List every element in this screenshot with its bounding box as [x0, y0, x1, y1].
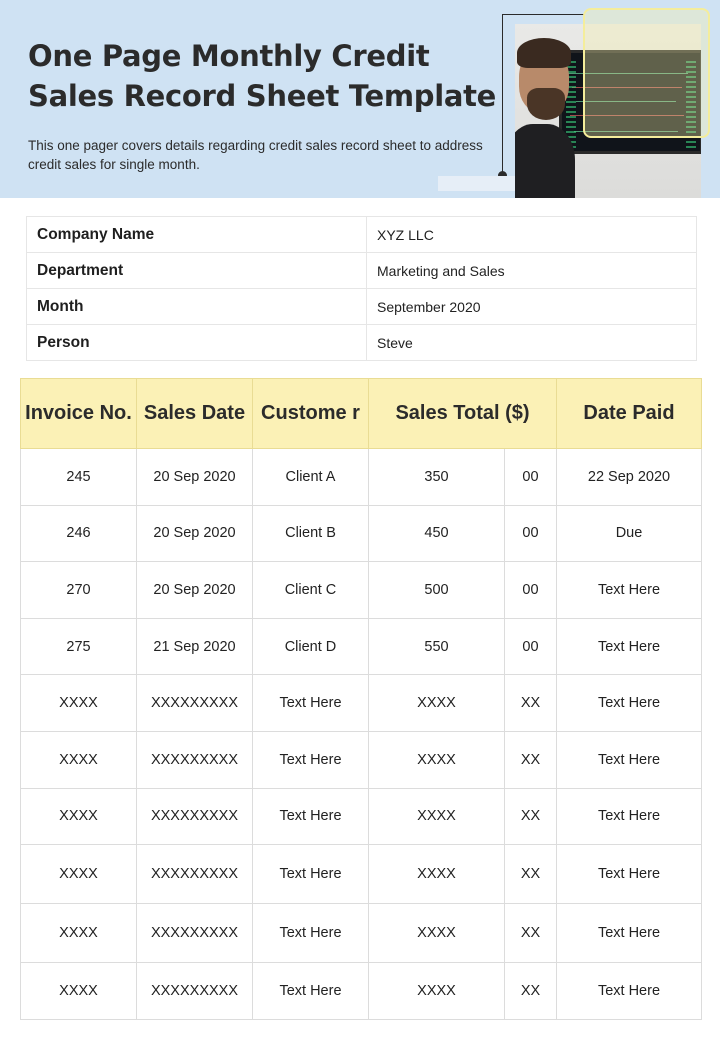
cell-invoice: XXXX [21, 845, 137, 904]
cell-invoice: 275 [21, 618, 137, 675]
info-value: September 2020 [367, 289, 697, 325]
col-header-customer: Custome r [253, 379, 369, 449]
cell-invoice: XXXX [21, 675, 137, 732]
cell-cents: 00 [505, 562, 557, 619]
cell-date-paid: Due [557, 505, 702, 562]
table-row [21, 675, 702, 732]
cell-customer: Client D [253, 618, 369, 675]
cell-date-paid: Text Here [557, 788, 702, 845]
cell-dollars: XXXX [369, 788, 505, 845]
info-label: Person [27, 325, 367, 361]
cell-cents: XX [505, 788, 557, 845]
cell-invoice: XXXX [21, 788, 137, 845]
info-row [27, 253, 697, 289]
cell-date-paid: Text Here [557, 963, 702, 1020]
cell-sales-date: XXXXXXXXX [137, 845, 253, 904]
cell-customer: Text Here [253, 675, 369, 732]
cell-sales-date: XXXXXXXXX [137, 675, 253, 732]
cell-date-paid: Text Here [557, 731, 702, 788]
table-row [21, 963, 702, 1020]
info-row [27, 289, 697, 325]
cell-sales-date: XXXXXXXXX [137, 731, 253, 788]
person-hair [517, 38, 571, 68]
cell-customer: Text Here [253, 731, 369, 788]
table-header-row [21, 379, 702, 449]
page-title: One Page Monthly Credit Sales Record Sheet Template [28, 39, 497, 113]
cell-date-paid: 22 Sep 2020 [557, 449, 702, 506]
cell-dollars: 550 [369, 618, 505, 675]
cell-cents: XX [505, 963, 557, 1020]
cell-sales-date: XXXXXXXXX [137, 788, 253, 845]
cell-dollars: XXXX [369, 963, 505, 1020]
person-body [515, 124, 575, 198]
table-row [21, 618, 702, 675]
cell-dollars: XXXX [369, 731, 505, 788]
cell-cents: 00 [505, 618, 557, 675]
info-row [27, 325, 697, 361]
cell-cents: 00 [505, 449, 557, 506]
info-label: Month [27, 289, 367, 325]
cell-invoice: XXXX [21, 904, 137, 963]
col-header-date-paid: Date Paid [557, 379, 702, 449]
col-header-invoice: Invoice No. [21, 379, 137, 449]
cell-date-paid: Text Here [557, 904, 702, 963]
info-row [27, 217, 697, 253]
cell-cents: XX [505, 731, 557, 788]
cell-cents: XX [505, 675, 557, 732]
cell-cents: XX [505, 845, 557, 904]
info-table [26, 216, 697, 361]
table-row [21, 845, 702, 904]
cell-sales-date: 21 Sep 2020 [137, 618, 253, 675]
cell-sales-date: XXXXXXXXX [137, 963, 253, 1020]
cell-sales-date: XXXXXXXXX [137, 904, 253, 963]
table-row [21, 904, 702, 963]
cell-customer: Text Here [253, 904, 369, 963]
cell-date-paid: Text Here [557, 562, 702, 619]
cell-cents: XX [505, 904, 557, 963]
person-beard [527, 88, 565, 120]
cell-sales-date: 20 Sep 2020 [137, 449, 253, 506]
cell-dollars: XXXX [369, 845, 505, 904]
connector-line-vertical [502, 14, 503, 176]
info-label: Department [27, 253, 367, 289]
cell-customer: Text Here [253, 845, 369, 904]
cell-dollars: 350 [369, 449, 505, 506]
cell-dollars: 500 [369, 562, 505, 619]
cell-invoice: 270 [21, 562, 137, 619]
cell-dollars: XXXX [369, 904, 505, 963]
cell-invoice: 246 [21, 505, 137, 562]
table-row [21, 731, 702, 788]
cell-date-paid: Text Here [557, 675, 702, 732]
page-subtitle: This one pager covers details regarding credit sales record sheet to address credit sales for single month. [28, 138, 483, 172]
cell-sales-date: 20 Sep 2020 [137, 562, 253, 619]
cell-customer: Client A [253, 449, 369, 506]
cell-invoice: 245 [21, 449, 137, 506]
credit-sales-table [20, 378, 702, 1020]
info-value: Marketing and Sales [367, 253, 697, 289]
table-row [21, 505, 702, 562]
cell-customer: Client C [253, 562, 369, 619]
table-row [21, 788, 702, 845]
cell-customer: Text Here [253, 788, 369, 845]
cell-customer: Client B [253, 505, 369, 562]
cell-cents: 00 [505, 505, 557, 562]
cell-date-paid: Text Here [557, 845, 702, 904]
table-row [21, 449, 702, 506]
cell-date-paid: Text Here [557, 618, 702, 675]
col-header-sales-date: Sales Date [137, 379, 253, 449]
info-label: Company Name [27, 217, 367, 253]
info-value: Steve [367, 325, 697, 361]
cell-dollars: 450 [369, 505, 505, 562]
table-row [21, 562, 702, 619]
cell-customer: Text Here [253, 963, 369, 1020]
col-header-sales-total: Sales Total ($) [369, 379, 557, 449]
cell-dollars: XXXX [369, 675, 505, 732]
cell-invoice: XXXX [21, 963, 137, 1020]
photo-highlight-box [583, 8, 710, 138]
cell-sales-date: 20 Sep 2020 [137, 505, 253, 562]
cell-invoice: XXXX [21, 731, 137, 788]
connector-line-horizontal [502, 14, 584, 15]
info-value: XYZ LLC [367, 217, 697, 253]
